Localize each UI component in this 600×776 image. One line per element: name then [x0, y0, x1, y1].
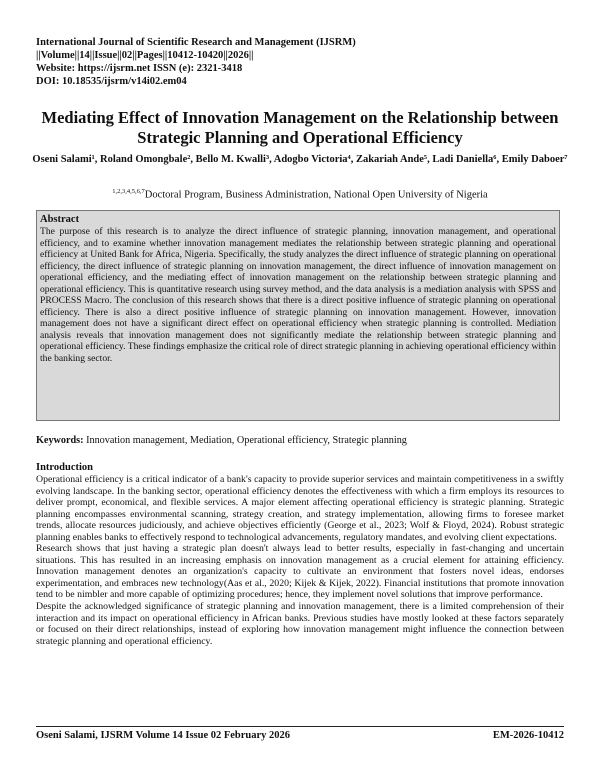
journal-volume-info: ||Volume||14||Issue||02||Pages||10412-10420||2026||: [36, 50, 254, 61]
journal-doi: DOI: 10.18535/ijsrm/v14i02.em04: [36, 76, 187, 87]
intro-paragraph: Research shows that just having a strategic plan doesn't always lead to better results, especially in fast-changing and uncertain situations. This has resulted in an increasing emphasis on innovation management as a crucial element for attaining efficiency. Innovation management denotes an organization's capacity to cultivate an environment that fosters novel ideas, endorses experimentation, and embraces new technology(Aas et al., 2020; Kijek & Kijek, 2022). Financial institutions that promote innovation tend to be nimbler and more capable of optimizing procedures; hence, they implement novel solutions that improve performance.: [36, 543, 564, 601]
introduction-heading: Introduction: [36, 462, 93, 473]
introduction-body: [36, 474, 564, 647]
footer-divider: [36, 726, 564, 727]
affiliation-marks: 1,2,3,4,5,6,7: [112, 188, 145, 195]
keywords-text: Innovation management, Mediation, Operational efficiency, Strategic planning: [83, 435, 407, 446]
abstract-heading: Abstract: [40, 214, 80, 225]
abstract-text: The purpose of this research is to analyze the direct influence of strategic planning, innovation management, and operational efficiency, and to examine whether innovation management mediates the relationship between strategic planning and operational efficiency at United Bank for Africa, Nigeria. Specifically, the study analyzes the direct influence of strategic planning on operational efficiency, the direct influence of strategic planning on innovation management, the direct influence of innovation management on operational efficiency, and the mediating effect of innovation management on the relationship between strategic planning and operational efficiency. This is quantitative research using survey method, and the data analysis is a mediation analysis with SPSS and PROCESS Macro. The conclusion of this research shows that there is a direct positive influence of strategic planning on operational efficiency. There is also a direct positive influence of strategic planning on innovation management. However, innovation management does not have a significant direct effect on operational efficiency when strategic planning is controlled. Mediation analysis reveals that innovation management does not significantly mediate the relationship between strategic planning and operational efficiency. These findings emphasize the critical role of direct strategic planning in achieving operational efficiency within the banking sector.: [40, 226, 556, 364]
keywords-label: Keywords:: [36, 435, 84, 446]
journal-header: [36, 36, 566, 88]
footer-article-id: EM-2026-10412: [492, 730, 564, 741]
affiliation-text: Doctoral Program, Business Administration, National Open University of Nigeria: [144, 189, 488, 201]
intro-paragraph: Despite the acknowledged significance of strategic planning and innovation management, there is a limited comprehension of their interaction and its impact on operational efficiency in African banks. Previous studies have mostly looked at these factors separately or focused on their direct relationships, instead of exploring how innovation management might influence the connection between strategic planning and operational efficiency.: [36, 601, 564, 647]
keywords: [36, 434, 566, 447]
intro-paragraph: Operational efficiency is a critical indicator of a bank's capacity to provide superior services and maintain competitiveness in a swiftly evolving landscape. In the banking sector, operational efficiency denotes the effectiveness with which a firm employs its resources to deliver prompt, economical, and flexible services. A major element affecting operational efficiency is strategic planning. Strategic planning encompasses environmental scanning, strategy creation, and strategy implementation, allowing firms to foresee market trends, allocate resources judiciously, and achieve objectives efficiently (George et al., 2023; Wolf & Floyd, 2024). Robust strategic planning enables banks to effectively respond to technological advancements, regulatory mandates, and evolving client expectations.: [36, 474, 564, 543]
abstract-box: [36, 210, 560, 421]
journal-name: International Journal of Scientific Research and Management (IJSRM): [36, 37, 356, 48]
affiliation: [30, 185, 570, 202]
footer-citation: Oseni Salami, IJSRM Volume 14 Issue 02 February 2026: [36, 730, 291, 741]
paper-title: Mediating Effect of Innovation Management on the Relationship between Strategic Planning and Operational Efficiency: [41, 108, 559, 147]
author-list: Oseni Salami¹, Roland Omongbale², Bello M. Kwalli³, Adogbo Victoria⁴, Zakariah Ande⁵, Ladi Daniella⁶, Emily Daboer⁷: [32, 154, 568, 165]
journal-website-issn: Website: https://ijsrm.net ISSN (e): 2321-3418: [36, 63, 243, 74]
